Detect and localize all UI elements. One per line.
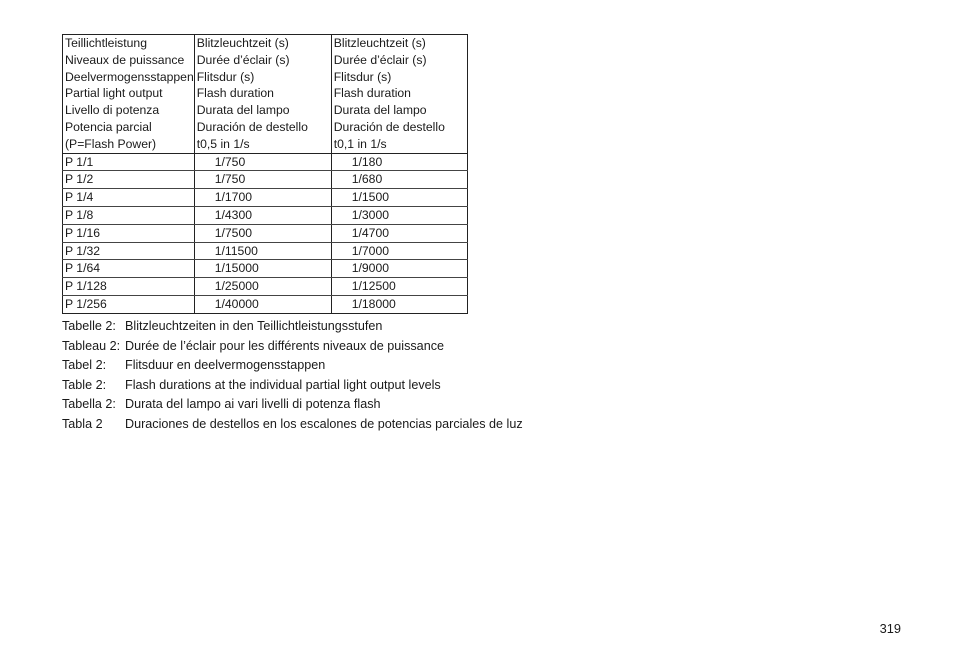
caption-label: Tabel 2: bbox=[62, 358, 107, 373]
caption-text: Durata del lampo ai vari livelli di potenza flash bbox=[125, 397, 381, 412]
caption-text: Durée de l’éclair pour les différents niveaux de puissance bbox=[125, 338, 444, 353]
caption-fr bbox=[62, 337, 523, 357]
table-row bbox=[63, 171, 468, 189]
caption-de bbox=[62, 317, 523, 337]
t01-cell: 1/12500 bbox=[331, 278, 467, 296]
power-cell: P 1/64 bbox=[63, 260, 195, 278]
t01-cell: 1/18000 bbox=[331, 295, 467, 313]
t01-cell: 1/7000 bbox=[331, 242, 467, 260]
header-line: Deelvermogensstappen bbox=[65, 69, 194, 84]
table-row bbox=[63, 295, 468, 313]
page-number: 319 bbox=[879, 621, 901, 636]
caption-text: Blitzleuchtzeiten in den Teillichtleistungsstufen bbox=[125, 319, 383, 333]
caption-label: Tabella 2: bbox=[62, 397, 116, 412]
t05-cell: 1/40000 bbox=[194, 295, 331, 313]
t05-cell: 1/7500 bbox=[194, 224, 331, 242]
header-line: Flitsdur (s) bbox=[333, 69, 392, 84]
header-line: Blitzleuchtzeit (s) bbox=[196, 36, 289, 50]
t05-cell: 1/4300 bbox=[194, 206, 331, 224]
power-cell: P 1/4 bbox=[63, 189, 195, 207]
table-row bbox=[63, 224, 468, 242]
header-line: Durée d’éclair (s) bbox=[333, 52, 427, 67]
power-cell: P 1/8 bbox=[63, 206, 195, 224]
caption-text: Flash durations at the individual partial light output levels bbox=[125, 377, 441, 392]
t01-cell: 1/680 bbox=[331, 171, 467, 189]
power-cell: P 1/16 bbox=[63, 224, 195, 242]
t01-cell: 1/180 bbox=[331, 153, 467, 171]
header-line: Flitsdur (s) bbox=[196, 69, 255, 84]
header-line: Durée d’éclair (s) bbox=[196, 52, 290, 67]
t01-cell: 1/9000 bbox=[331, 260, 467, 278]
header-line: Duración de destello bbox=[196, 119, 308, 134]
caption-text: Duraciones de destellos en los escalones de potencias parciales de luz bbox=[125, 416, 523, 431]
header-line: (P=Flash Power) bbox=[65, 136, 157, 151]
header-cell-t01 bbox=[331, 35, 467, 154]
table-row bbox=[63, 278, 468, 296]
t05-cell: 1/15000 bbox=[194, 260, 331, 278]
table-row bbox=[63, 189, 468, 207]
header-line: t0,1 in 1/s bbox=[333, 136, 387, 151]
header-cell-t05 bbox=[194, 35, 331, 154]
t05-cell: 1/25000 bbox=[194, 278, 331, 296]
header-line: Partial light output bbox=[65, 86, 163, 101]
table-row bbox=[63, 242, 468, 260]
header-line: Duración de destello bbox=[333, 119, 445, 134]
header-line: t0,5 in 1/s bbox=[196, 136, 250, 151]
power-cell: P 1/2 bbox=[63, 171, 195, 189]
t01-cell: 1/4700 bbox=[331, 224, 467, 242]
caption-label: Tableau 2: bbox=[62, 338, 121, 353]
caption-en bbox=[62, 376, 523, 396]
header-line: Durata del lampo bbox=[333, 103, 427, 118]
table-captions bbox=[62, 317, 523, 435]
t05-cell: 1/750 bbox=[194, 153, 331, 171]
t05-cell: 1/11500 bbox=[194, 242, 331, 260]
caption-es bbox=[62, 415, 523, 435]
power-cell: P 1/128 bbox=[63, 278, 195, 296]
power-cell: P 1/1 bbox=[63, 153, 195, 171]
power-cell: P 1/256 bbox=[63, 295, 195, 313]
header-line: Flash duration bbox=[333, 86, 411, 101]
header-cell-power bbox=[63, 35, 195, 154]
header-line: Livello di potenza bbox=[65, 103, 160, 118]
table-header-row bbox=[63, 35, 468, 154]
caption-label: Tabelle 2: bbox=[62, 319, 116, 333]
caption-it bbox=[62, 395, 523, 415]
t05-cell: 1/750 bbox=[194, 171, 331, 189]
header-line: Potencia parcial bbox=[65, 119, 152, 134]
caption-nl bbox=[62, 356, 523, 376]
header-line: Niveaux de puissance bbox=[65, 52, 185, 67]
t05-cell: 1/1700 bbox=[194, 189, 331, 207]
t01-cell: 1/3000 bbox=[331, 206, 467, 224]
table-row bbox=[63, 260, 468, 278]
table-row bbox=[63, 206, 468, 224]
header-line: Teillichtleistung bbox=[65, 36, 147, 50]
t01-cell: 1/1500 bbox=[331, 189, 467, 207]
header-line: Flash duration bbox=[196, 86, 274, 101]
caption-text: Flitsduur en deelvermogensstappen bbox=[125, 358, 326, 373]
power-cell: P 1/32 bbox=[63, 242, 195, 260]
header-line: Blitzleuchtzeit (s) bbox=[333, 36, 426, 50]
table-row bbox=[63, 153, 468, 171]
header-line: Durata del lampo bbox=[196, 103, 290, 118]
flash-duration-table bbox=[62, 34, 468, 314]
caption-label: Tabla 2 bbox=[62, 416, 103, 431]
caption-label: Table 2: bbox=[62, 377, 107, 392]
